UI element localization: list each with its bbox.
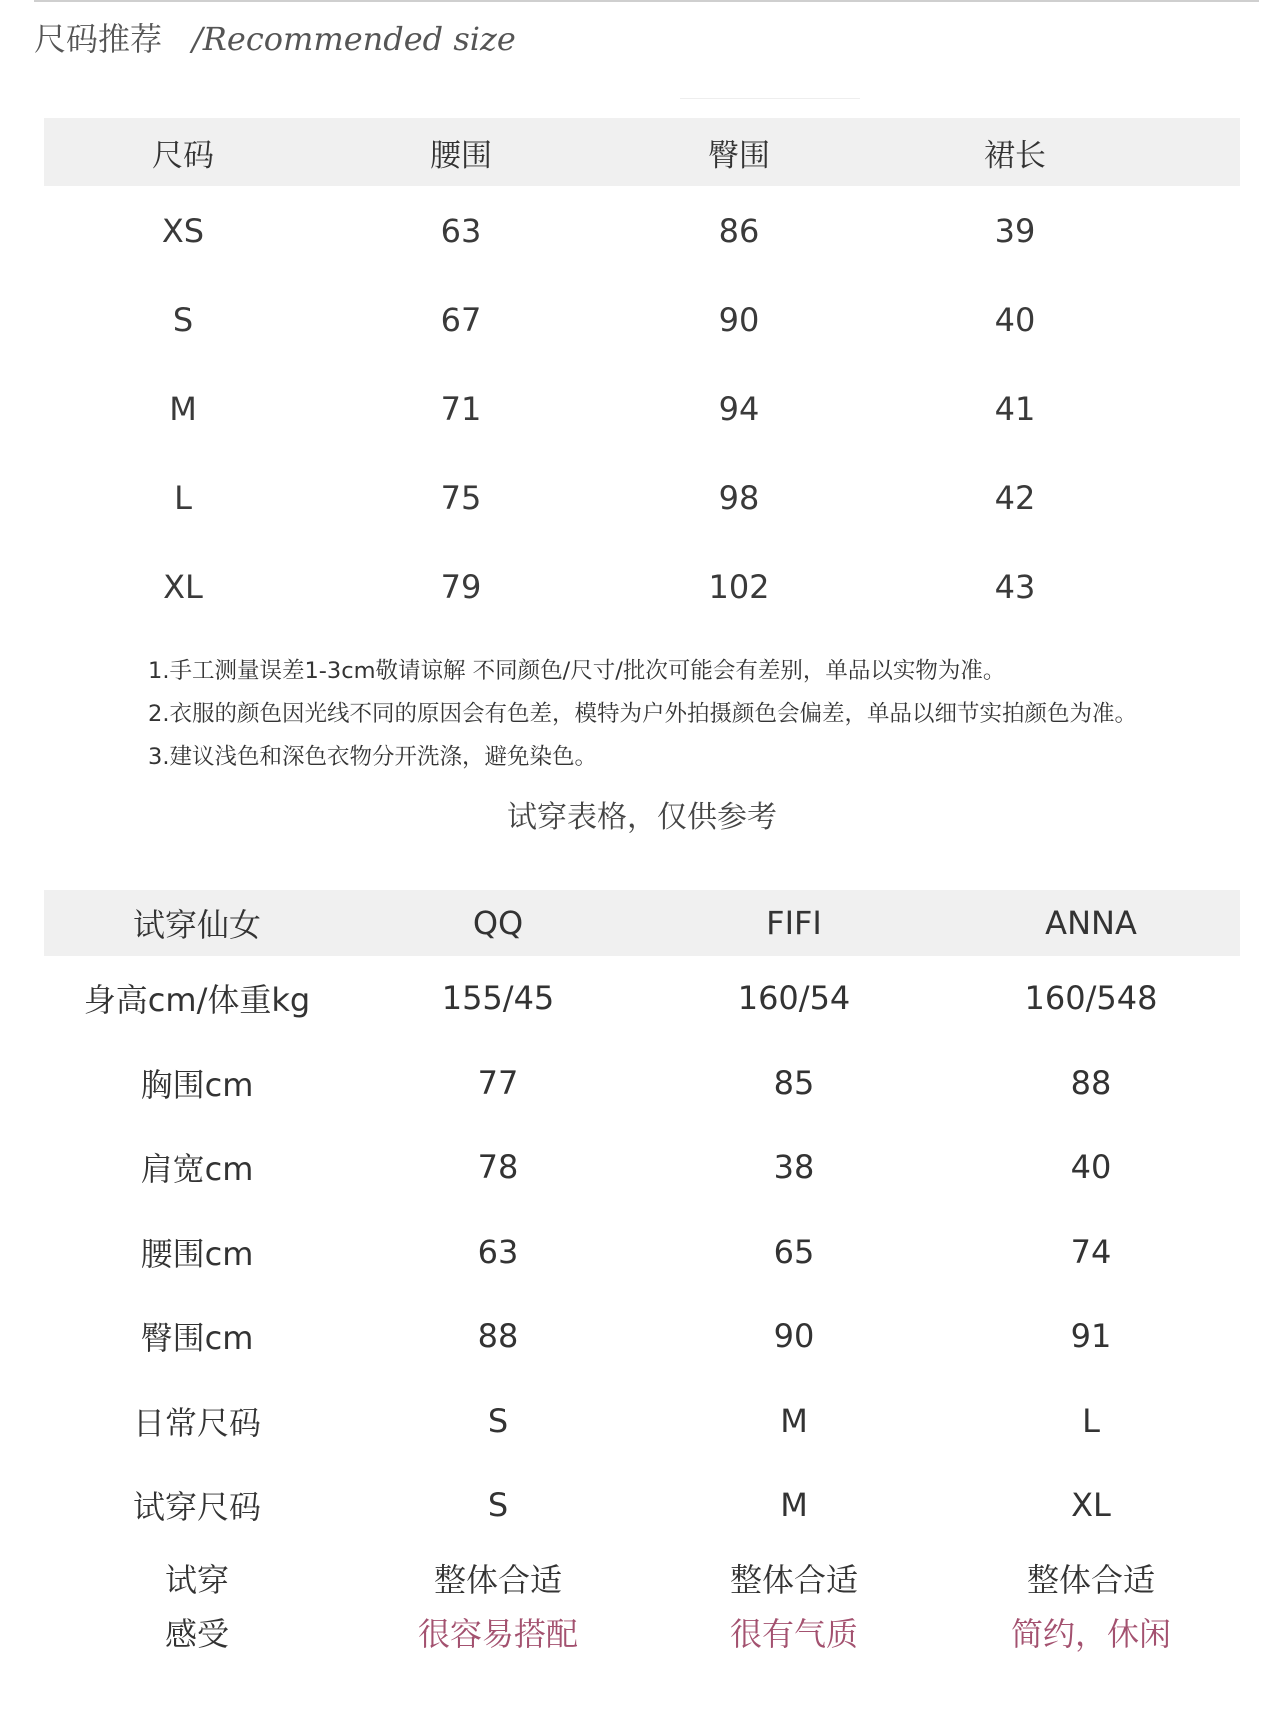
- table-cell: 67: [440, 300, 482, 339]
- note-line: 3.建议浅色和深色衣物分开洗涤，避免染色。: [148, 744, 597, 770]
- note-line: 2.衣服的颜色因光线不同的原因会有色差，模特为户外拍摄颜色会偏差，单品以细节实拍颜色为准。: [148, 701, 1137, 727]
- table-cell: 88: [1070, 1063, 1112, 1102]
- table-cell: 43: [994, 567, 1036, 606]
- table-cell: S: [487, 1401, 509, 1440]
- row-label: 腰围cm: [140, 1234, 254, 1273]
- table-cell: M: [780, 1486, 808, 1525]
- feel-cell: [942, 1548, 1240, 1666]
- table-cell: 40: [994, 300, 1036, 339]
- column-header: 裙长: [878, 118, 1152, 186]
- table-cell: 77: [477, 1063, 519, 1102]
- table-cell: 65: [773, 1232, 815, 1271]
- table-cell: 155/45: [441, 979, 555, 1018]
- comment-text: 简约，休闲: [1010, 1614, 1171, 1653]
- table-cell: 74: [1070, 1232, 1112, 1271]
- table-cell: 40: [1070, 1148, 1112, 1187]
- table-cell: 94: [718, 389, 760, 428]
- table-cell: 102: [708, 567, 770, 606]
- table-cell: 63: [440, 211, 482, 250]
- table-cell: 91: [1070, 1317, 1112, 1356]
- column-header: 尺码: [44, 118, 322, 186]
- table-cell: M: [780, 1401, 808, 1440]
- table-cell: S: [172, 300, 194, 339]
- row-label: 日常尺码: [132, 1403, 261, 1442]
- column-header: FIFI: [646, 890, 942, 956]
- table-cell: XL: [163, 567, 203, 606]
- feel-label-line: 试穿: [164, 1560, 229, 1599]
- tryon-table: [44, 890, 1240, 1666]
- table-cell: L: [174, 478, 192, 517]
- table-row: [44, 364, 1240, 453]
- feel-cell: [350, 1548, 646, 1666]
- table-cell: 85: [773, 1063, 815, 1102]
- column-header: ANNA: [942, 890, 1240, 956]
- table-cell: XS: [161, 211, 205, 250]
- column-header: 腰围: [322, 118, 600, 186]
- table-row: [44, 1210, 1240, 1295]
- table-row: [44, 275, 1240, 364]
- faint-divider: [680, 98, 860, 99]
- table-row: [44, 1379, 1240, 1464]
- table-row: [44, 453, 1240, 542]
- notes: [148, 650, 1137, 779]
- table-cell: 86: [718, 211, 760, 250]
- fit-text: 整体合适: [1026, 1560, 1155, 1599]
- table-cell: S: [487, 1486, 509, 1525]
- table-cell: 90: [773, 1317, 815, 1356]
- fit-text: 整体合适: [729, 1560, 858, 1599]
- table-row: [44, 956, 1240, 1041]
- feel-cell: [646, 1548, 942, 1666]
- table-cell: 41: [994, 389, 1036, 428]
- table-cell: XL: [1071, 1486, 1111, 1525]
- fit-text: 整体合适: [433, 1560, 562, 1599]
- header-title-cn: 尺码推荐: [34, 20, 163, 58]
- table-row: [44, 1041, 1240, 1126]
- table-row: [44, 1463, 1240, 1548]
- row-label: 胸围cm: [140, 1065, 254, 1104]
- feel-label: [44, 1548, 350, 1666]
- feel-row: [44, 1548, 1240, 1666]
- table-cell: 88: [477, 1317, 519, 1356]
- table-cell: 75: [440, 478, 482, 517]
- table-cell: 39: [994, 211, 1036, 250]
- size-table-header: [44, 118, 1240, 186]
- feel-label-line: 感受: [164, 1614, 229, 1653]
- table-cell: M: [169, 389, 197, 428]
- table-cell: L: [1082, 1401, 1100, 1440]
- row-label: 肩宽cm: [140, 1150, 254, 1189]
- table-cell: 38: [773, 1148, 815, 1187]
- row-label: 身高cm/体重kg: [83, 981, 311, 1020]
- table-cell: 160/54: [737, 979, 851, 1018]
- header-spacer: [1152, 118, 1240, 186]
- table-cell: 63: [477, 1232, 519, 1271]
- table-cell: 79: [440, 567, 482, 606]
- table-cell: 42: [994, 478, 1036, 517]
- column-header: QQ: [350, 890, 646, 956]
- table-row: [44, 186, 1240, 275]
- column-header: 试穿仙女: [44, 890, 350, 956]
- tryon-table-header: [44, 890, 1240, 956]
- table-cell: 90: [718, 300, 760, 339]
- size-table: [44, 118, 1240, 631]
- table-row: [44, 1294, 1240, 1379]
- table-cell: 160/548: [1024, 979, 1158, 1018]
- page-header: [34, 14, 516, 60]
- table-cell: 98: [718, 478, 760, 517]
- top-divider: [34, 0, 1259, 2]
- comment-text: 很容易搭配: [417, 1614, 578, 1653]
- note-line: 1.手工测量误差1-3cm敬请谅解 不同颜色/尺寸/批次可能会有差别，单品以实物为准。: [148, 658, 1006, 684]
- header-title-en: /Recommended size: [192, 20, 516, 58]
- table-row: [44, 1125, 1240, 1210]
- row-label: 臀围cm: [140, 1319, 254, 1358]
- table-row: [44, 542, 1240, 631]
- column-header: 臀围: [600, 118, 878, 186]
- comment-text: 很有气质: [729, 1614, 858, 1653]
- tryon-title: 试穿表格，仅供参考: [507, 800, 777, 835]
- table-cell: 78: [477, 1148, 519, 1187]
- row-label: 试穿尺码: [132, 1488, 261, 1527]
- table-cell: 71: [440, 389, 482, 428]
